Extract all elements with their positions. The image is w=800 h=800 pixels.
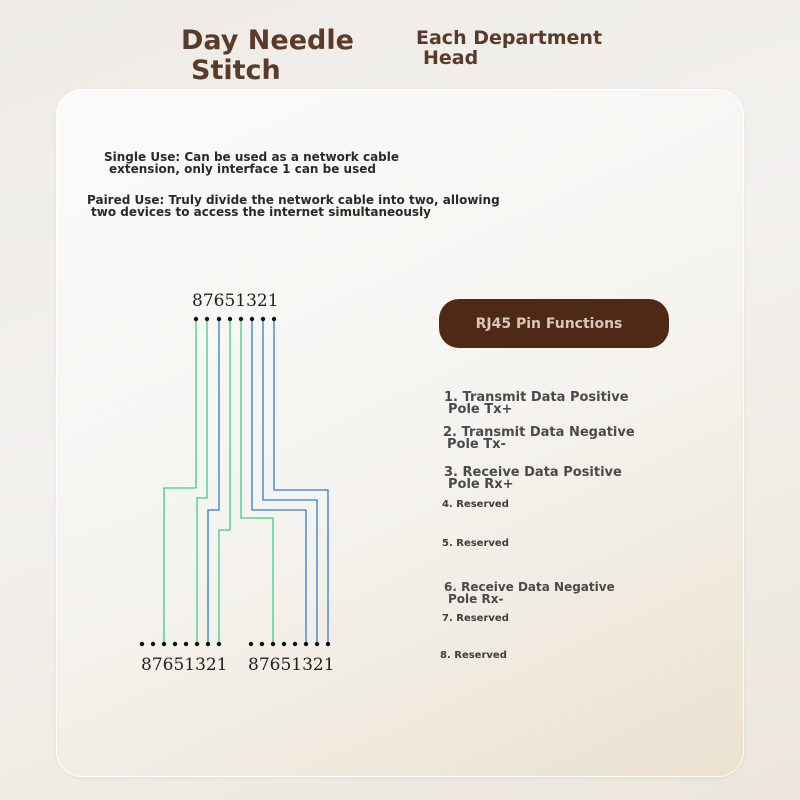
bottom-right-connector-pin-7 [315, 642, 319, 646]
wire-top-8-to-right-8 [274, 319, 328, 644]
top-connector-pin-3 [217, 317, 221, 321]
pin-function-4-line-1: 4. Reserved [442, 499, 509, 510]
wire-top-1-to-left-3 [164, 319, 196, 644]
wire-top-2-to-left-6 [197, 319, 207, 644]
pin-function-1-line-2: Pole Tx+ [448, 402, 513, 417]
pin-function-5 [442, 539, 509, 549]
rj45-pin-functions-button[interactable] [439, 299, 669, 348]
pin-function-6-line-2: Pole Rx- [448, 592, 504, 606]
top-connector-pin-4 [228, 317, 232, 321]
pin-function-2-line-1: 2. Transmit Data Negative [443, 425, 635, 440]
pin-function-8-line-1: 8. Reserved [440, 650, 507, 661]
pin-function-7-line-1: 7. Reserved [442, 613, 509, 624]
pin-function-7 [442, 614, 509, 624]
bottom-left-connector-pin-7 [206, 642, 210, 646]
wires-group [164, 319, 328, 644]
wire-top-7-to-right-7 [263, 319, 317, 644]
top-connector-pin-5 [239, 317, 243, 321]
single-use-note-line-1: Single Use: Can be used as a network cable [104, 150, 400, 164]
bottom-left-connector-pin-8 [217, 642, 221, 646]
wire-top-4-to-left-8 [219, 319, 230, 644]
bottom-left-connector-label: 87651321 [141, 655, 228, 675]
bottom-right-connector-label: 87651321 [248, 655, 335, 675]
top-connector-pin-6 [250, 317, 254, 321]
pin-dots-group [140, 317, 330, 646]
pin-function-2-line-2: Pole Tx- [447, 437, 506, 452]
bottom-right-connector-pin-6 [304, 642, 308, 646]
pin-function-8 [440, 651, 507, 661]
top-connector-label: 87651321 [192, 291, 279, 311]
bottom-left-connector-pin-6 [195, 642, 199, 646]
paired-use-note-line-2: two devices to access the internet simultaneously [91, 205, 432, 219]
top-connector-pin-1 [194, 317, 198, 321]
wire-top-5-to-right-3 [241, 319, 273, 644]
subtitle-line-1: Each Department [416, 27, 603, 49]
wire-top-6-to-right-6 [252, 319, 306, 644]
bottom-left-connector-pin-2 [151, 642, 155, 646]
product-title-line-2: Stitch [191, 55, 281, 86]
rj45-pin-functions-label: RJ45 Pin Functions [475, 315, 623, 332]
product-title-line-1: Day Needle [181, 25, 354, 56]
bottom-left-connector-pin-3 [162, 642, 166, 646]
pin-function-3 [444, 467, 622, 491]
pin-function-3-line-1: 3. Receive Data Positive [444, 465, 622, 480]
top-connector-pin-8 [272, 317, 276, 321]
bottom-right-connector-pin-2 [260, 642, 264, 646]
pin-function-6 [444, 581, 615, 605]
pin-function-4 [442, 500, 509, 510]
pin-function-3-line-2: Pole Rx+ [448, 477, 514, 492]
pin-function-1 [444, 392, 629, 416]
bottom-right-connector-pin-1 [249, 642, 253, 646]
pin-function-6-line-1: 6. Receive Data Negative [444, 580, 615, 594]
pin-function-1-line-1: 1. Transmit Data Positive [444, 390, 629, 405]
subtitle-line-2: Head [423, 47, 479, 69]
wire-top-3-to-left-7 [208, 319, 219, 644]
top-connector-pin-2 [205, 317, 209, 321]
bottom-right-connector-pin-3 [271, 642, 275, 646]
bottom-right-connector-pin-8 [326, 642, 330, 646]
pin-function-5-line-1: 5. Reserved [442, 538, 509, 549]
bottom-right-connector-pin-4 [282, 642, 286, 646]
single-use-note-line-2: extension, only interface 1 can be used [109, 162, 376, 176]
top-connector-pin-7 [261, 317, 265, 321]
paired-use-note-line-1: Paired Use: Truly divide the network cable into two, allowing [87, 193, 500, 207]
pin-function-2 [443, 427, 635, 451]
bottom-left-connector-pin-4 [173, 642, 177, 646]
bottom-left-connector-pin-5 [184, 642, 188, 646]
bottom-right-connector-pin-5 [293, 642, 297, 646]
bottom-left-connector-pin-1 [140, 642, 144, 646]
